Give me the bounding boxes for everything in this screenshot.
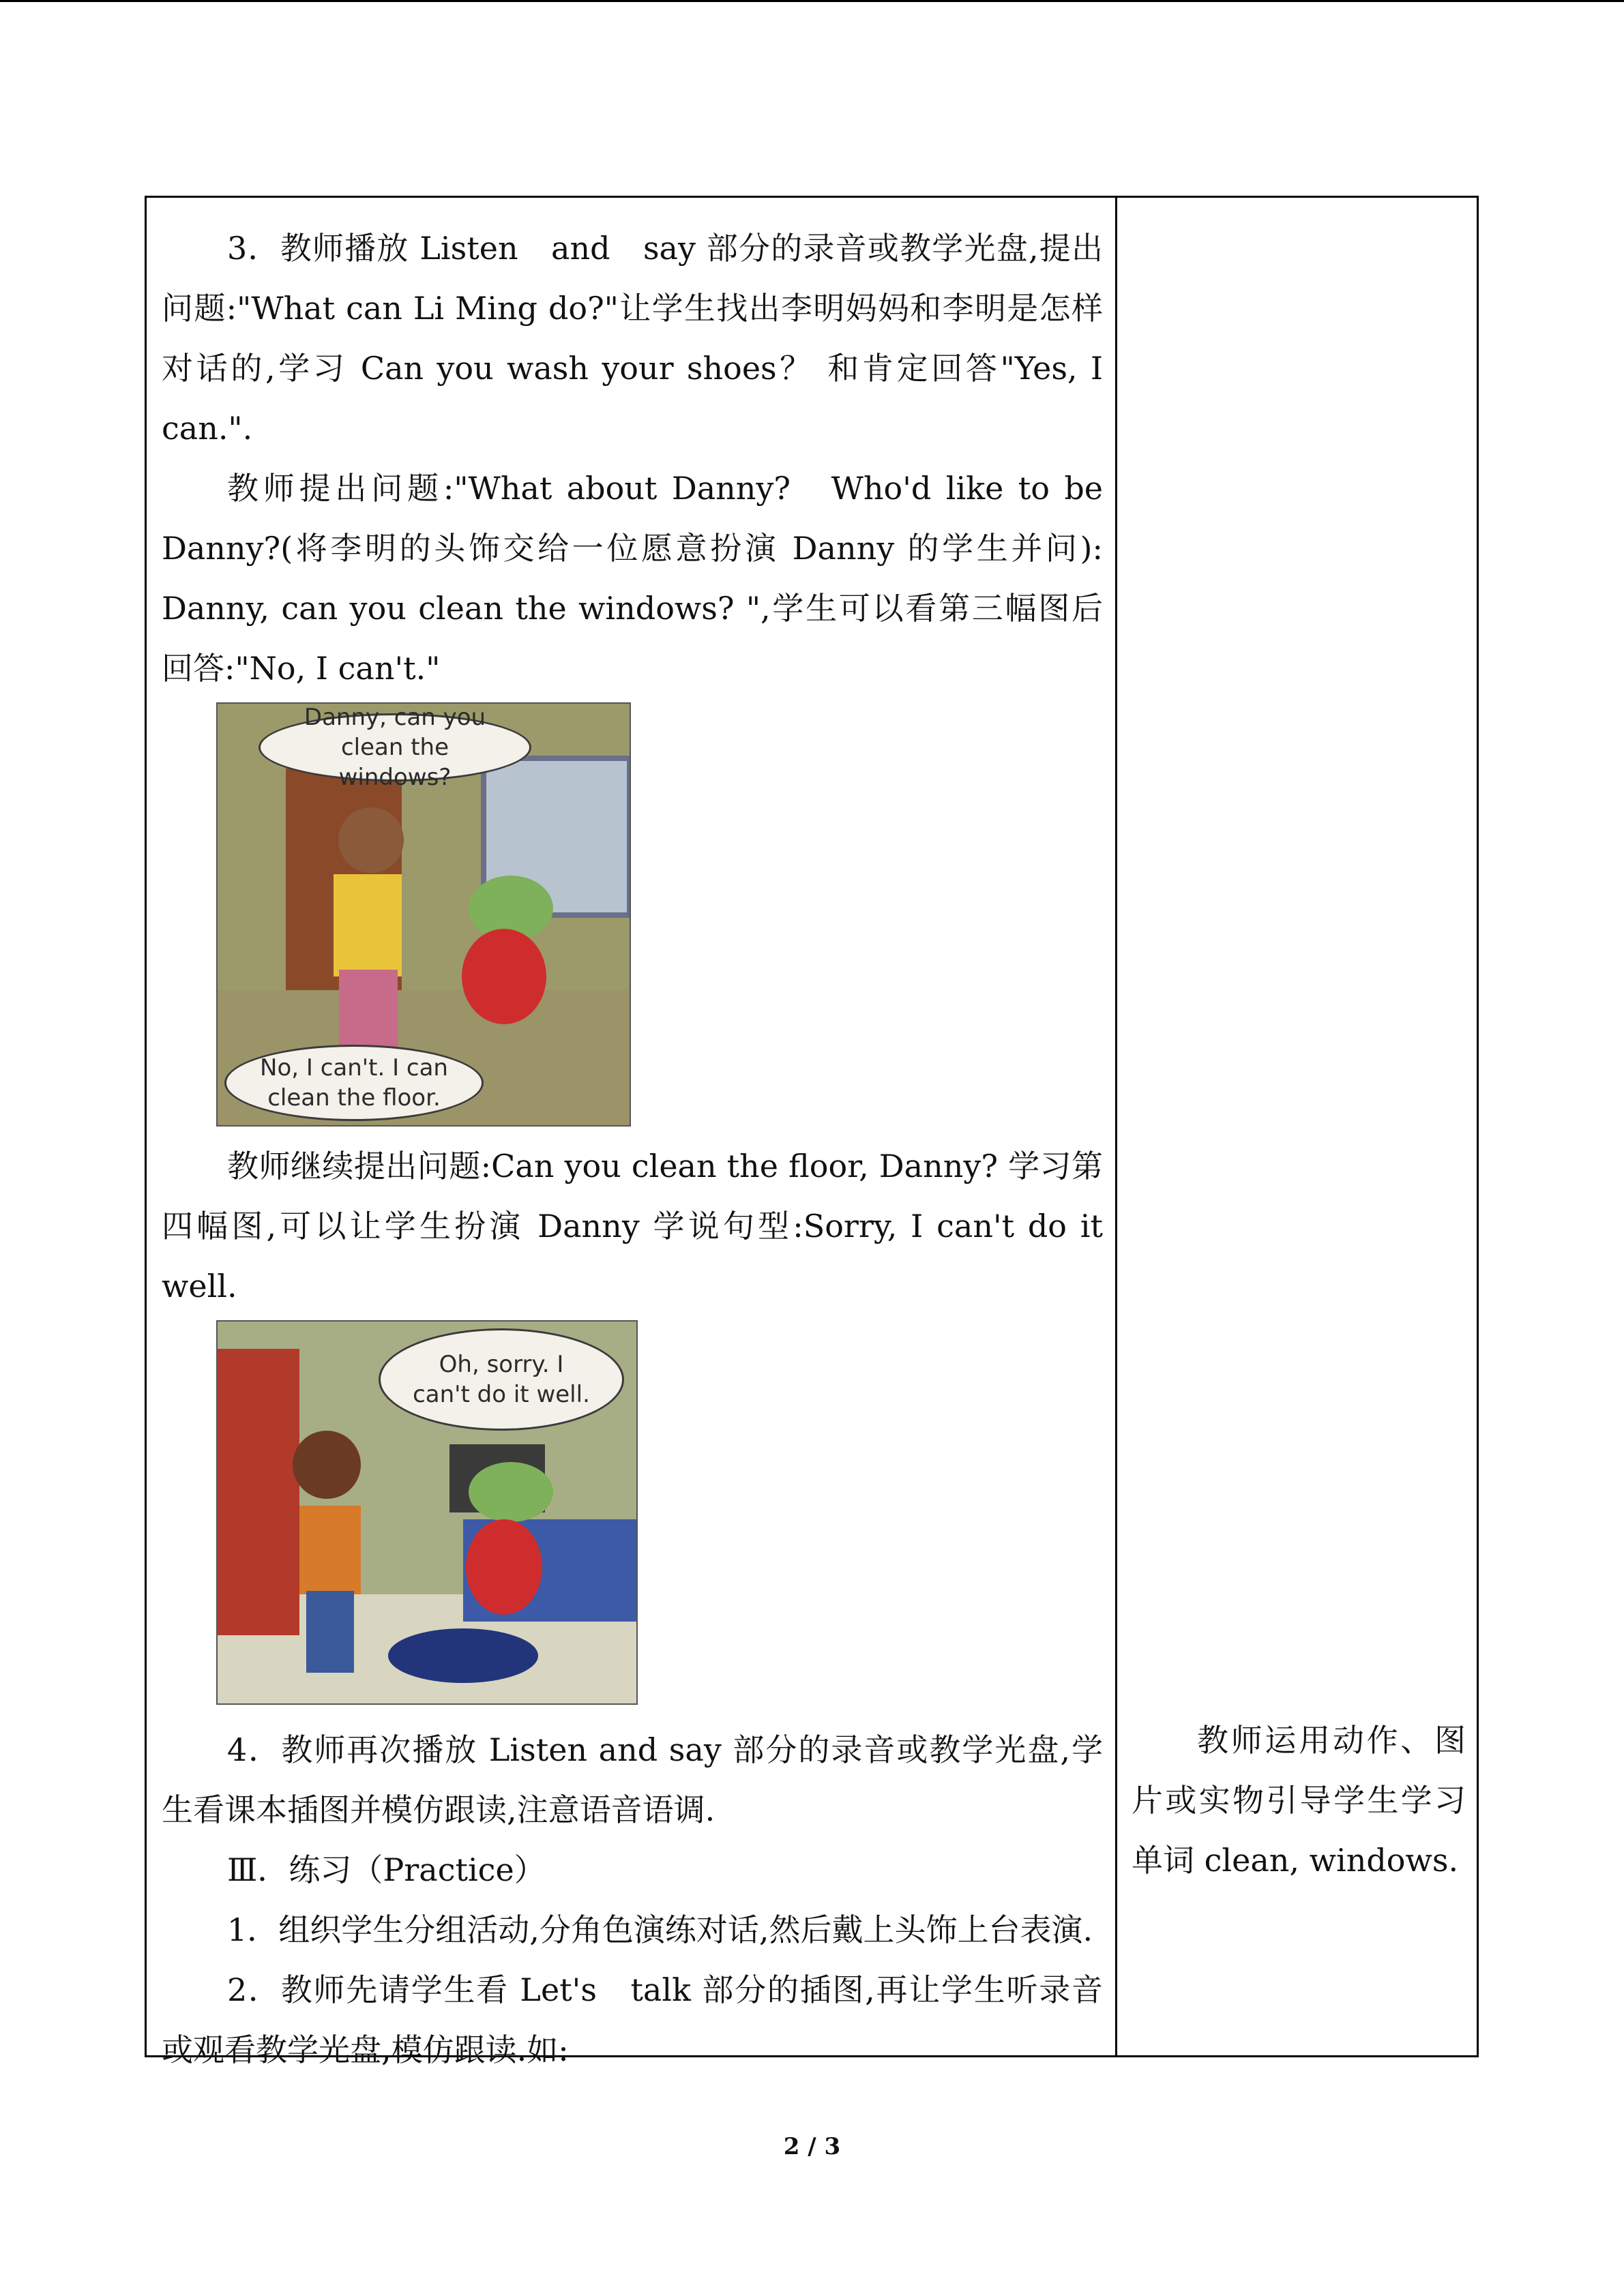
illustration-danny-mopping <box>216 1320 638 1705</box>
illustration-mother-and-danny <box>216 702 631 1127</box>
heading-practice: Ⅲ．练习（Practice） <box>227 1851 546 1888</box>
paragraph-floor-question: 教师继续提出问题:Can you clean the floor, Danny? 学习第四幅图,可以让学生扮演 Danny 学说句型:Sorry, I can't do it well. <box>162 1148 1103 1304</box>
side-note: 教师运用动作、图片或实物引导学生学习单词 clean, windows. <box>1132 1722 1466 1879</box>
speech-bubble-sorry: Oh, sorry. I can't do it well. <box>379 1328 624 1431</box>
side-column <box>1132 1710 1466 1890</box>
paragraph-danny-question: 教师提出问题:"What about Danny? Who'd like to be Danny?(将李明的头饰交给一位愿意扮演 Danny 的学生并问): Danny, can you clean the windows? ",学生可以看第三幅图后回答:"No, I can't." <box>162 470 1103 687</box>
lesson-table <box>145 196 1479 2068</box>
paragraph-step-3: 3．教师播放 Listen and say 部分的录音或教学光盘,提出问题:"What can Li Ming do?"让学生找出李明妈妈和李明是怎样对话的,学习 Can you wash your shoes？ 和肯定回答"Yes, I can.". <box>162 230 1103 447</box>
paragraph-practice-2: 2．教师先请学生看 Let's talk 部分的插图,再让学生听录音或观看教学光盘,模仿跟读.如: <box>162 1971 1103 2068</box>
main-column <box>162 218 1103 2080</box>
speech-bubble-answer: No, I can't. I can clean the floor. <box>224 1045 484 1121</box>
paragraph-practice-1: 1．组织学生分组活动,分角色演练对话,然后戴上头饰上台表演. <box>227 1911 1093 1948</box>
speech-bubble-question: Danny, can you clean the windows? <box>259 713 531 781</box>
column-divider <box>1115 198 1117 2055</box>
paragraph-step-4: 4．教师再次播放 Listen and say 部分的录音或教学光盘,学生看课本插图并模仿跟读,注意语音语调. <box>162 1731 1103 1828</box>
page-number: 2 / 3 <box>783 2133 841 2160</box>
page-top-border <box>0 0 1624 2</box>
